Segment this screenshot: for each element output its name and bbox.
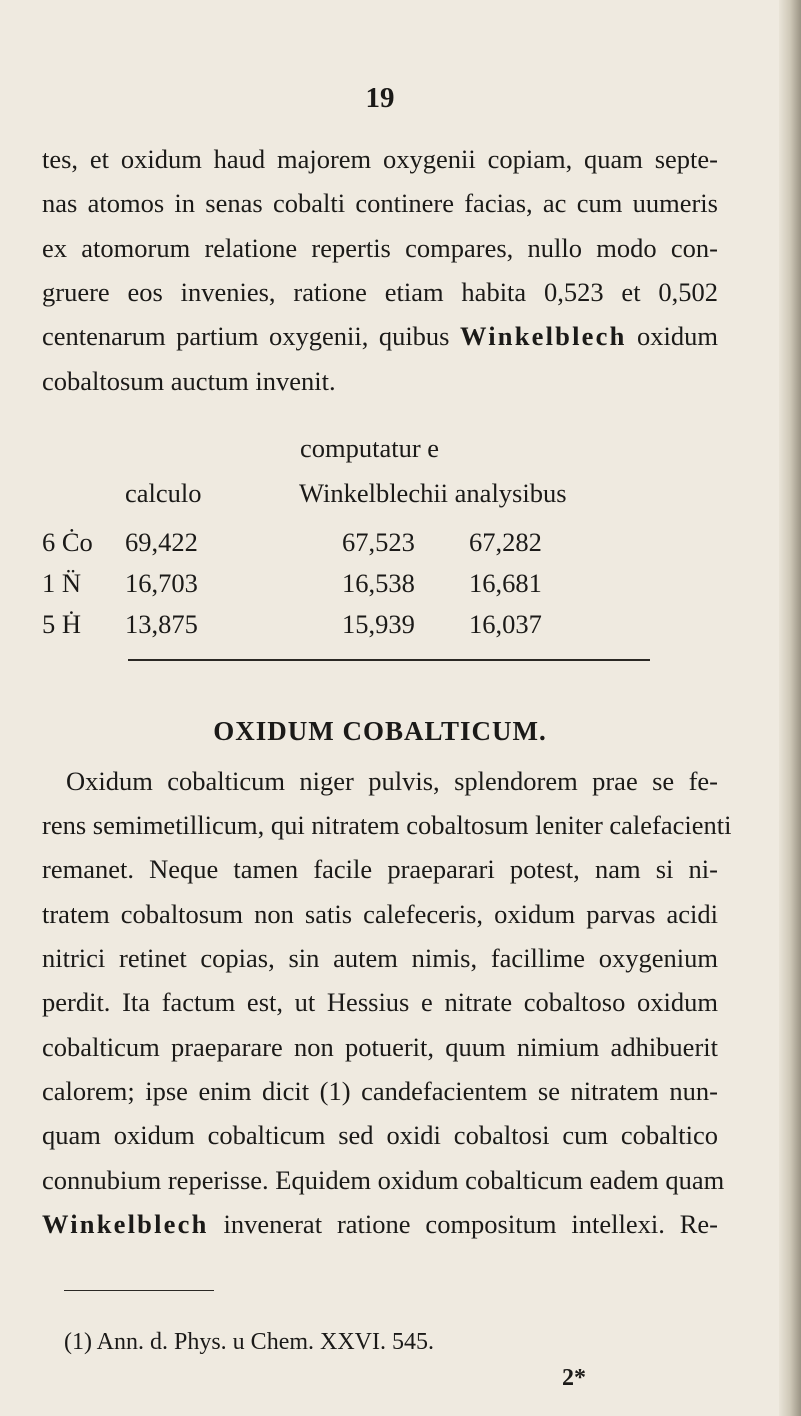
text-segment: oxidum [637,321,719,351]
page-number: 19 [365,82,395,114]
text-line: cobalticum praeparare non potuerit, quum nimium adhibuerit [42,1032,718,1062]
text-line: ex atomorum relatione repertis compares, nullo modo con- [42,233,718,263]
signature-mark: 2* [562,1365,586,1391]
text-line: remanet. Neque tamen facile praeparari potest, nam si ni- [42,854,718,884]
analysis-value-2: 16,037 [469,609,542,639]
table-rule [128,659,650,661]
text-segment: centenarum partium oxygenii, quibus [42,321,450,351]
page-edge-shadow [779,0,801,1416]
text-line: quam oxidum cobalticum sed oxidi cobaltosi cum cobaltico [42,1120,718,1150]
row-label: 6 Ċo [42,527,93,557]
calc-value: 69,422 [125,527,198,557]
row-label: 5 Ḣ [42,609,82,639]
analysis-value-1: 16,538 [342,568,415,598]
table-header-calculo: calculo [125,478,202,508]
text-line: calorem; ipse enim dicit (1) candefacientem se nitratem nun- [42,1076,718,1106]
analysis-value-1: 67,523 [342,527,415,557]
text-line: cobaltosum auctum invenit. [42,366,336,396]
text-line [42,321,718,351]
text-line: rens semimetillicum, qui nitratem cobaltosum leniter calefacienti [42,810,732,840]
table-header-analysis: Winkelblechii analysibus [299,478,567,508]
author-name: Winkelblech [42,1209,209,1239]
analysis-value-2: 67,282 [469,527,542,557]
calc-value: 16,703 [125,568,198,598]
author-name: Winkelblech [459,321,627,351]
row-label: 1 N̈ [42,568,82,598]
analysis-value-1: 15,939 [342,609,415,639]
analysis-value-2: 16,681 [469,568,542,598]
text-line: connubium reperisse. Equidem oxidum cobalticum eadem quam [42,1165,725,1195]
calc-value: 13,875 [125,609,198,639]
footnote: (1) Ann. d. Phys. u Chem. XXVI. 545. [64,1329,434,1355]
text-line: nitrici retinet copias, sin autem nimis, facillime oxygenium [42,943,718,973]
text-line: Oxidum cobalticum niger pulvis, splendorem prae se fe- [66,766,718,796]
text-line [42,1209,718,1239]
text-line: tratem cobaltosum non satis calefeceris, oxidum parvas acidi [42,899,718,929]
text-line: nas atomos in senas cobalti continere facias, ac cum uumeris [42,188,718,218]
section-heading: OXIDUM COBALTICUM. [213,716,547,746]
footnote-rule [64,1290,214,1291]
text-line: gruere eos invenies, ratione etiam habita 0,523 et 0,502 [42,277,718,307]
text-segment: invenerat ratione compositum intellexi. Re- [223,1209,718,1239]
table-header-computatur: computatur e [300,433,440,463]
text-line: tes, et oxidum haud majorem oxygenii copiam, quam septe- [42,144,718,174]
text-line: perdit. Ita factum est, ut Hessius e nitrate cobaltoso oxidum [42,987,718,1017]
